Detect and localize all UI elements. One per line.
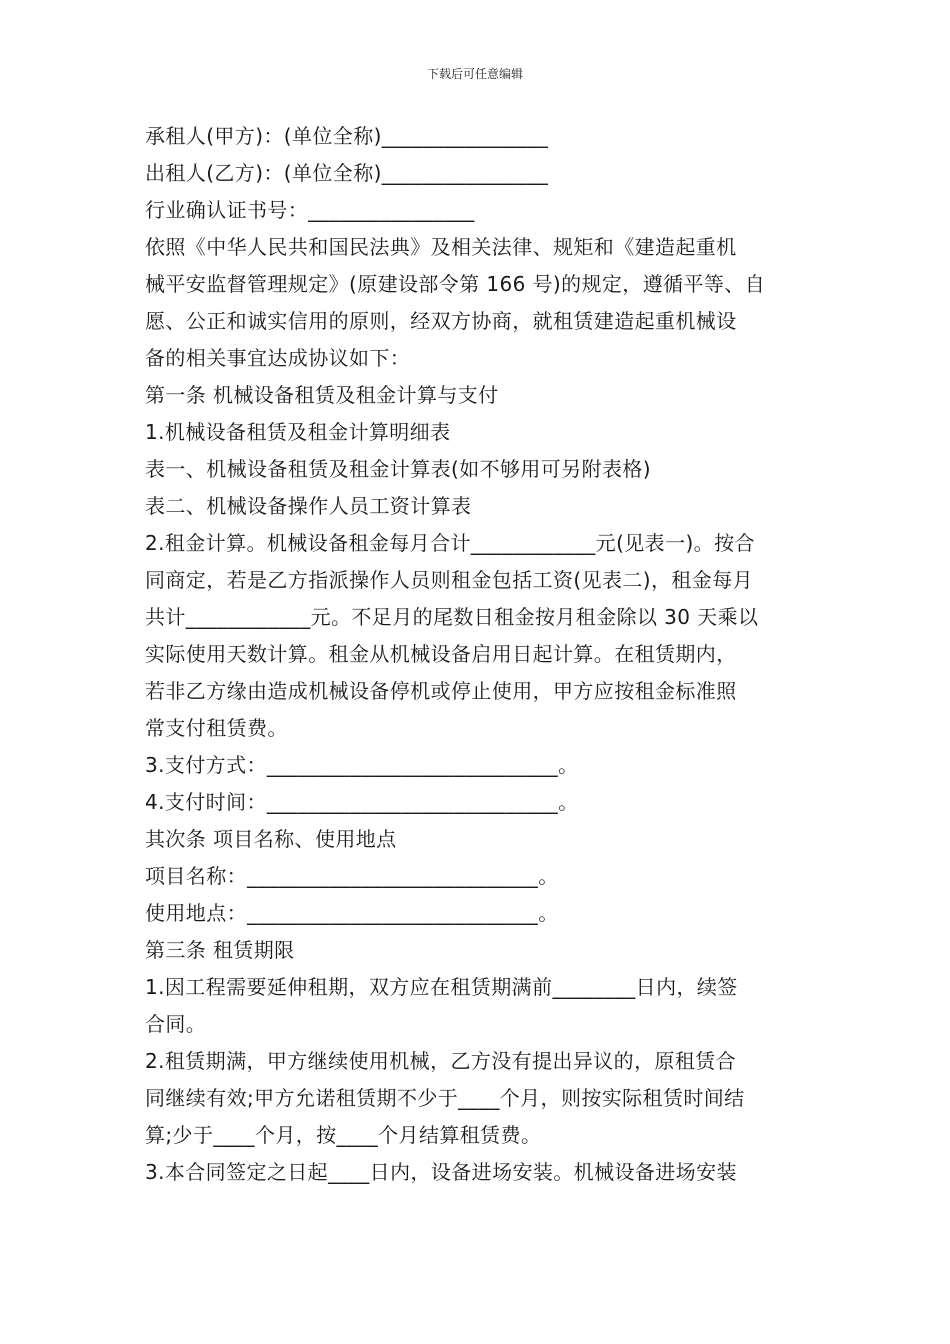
section-heading: 第一条 机械设备租赁及租金计算与支付 [145,383,499,407]
text-line: 械平安监督管理规定》(原建设部令第 166 号)的规定，遵循平等、自 [145,272,766,296]
text-line: 2.租赁期满，甲方继续使用机械，乙方没有提出异议的，原租赁合 [145,1049,737,1073]
section-heading: 第三条 租赁期限 [145,938,295,962]
document-body [145,118,810,1191]
text-line: 愿、公正和诚实信用的原则，经双方协商，就租赁建造起重机械设 [145,309,737,333]
text-line: 3.支付方式：____________________________。 [145,753,579,777]
text-line: 承租人(甲方)：(单位全称)________________ [145,124,549,148]
text-line: 表一、机械设备租赁及租金计算表(如不够用可另附表格) [145,457,652,481]
text-line: 合同。 [145,1012,207,1036]
text-line: 若非乙方缘由造成机械设备停机或停止使用，甲方应按租金标准照 [145,679,737,703]
text-line: 表二、机械设备操作人员工资计算表 [145,494,472,518]
page-header: 下载后可任意编辑 [426,67,523,81]
text-line: 4.支付时间：____________________________。 [145,790,579,814]
text-line: 项目名称：____________________________。 [145,864,559,888]
section-heading: 其次条 项目名称、使用地点 [145,827,397,851]
text-line: 算;少于____个月，按____个月结算租赁费。 [145,1123,542,1147]
text-line: 共计____________元。不足月的尾数日租金按月租金除以 30 天乘以 [145,605,759,629]
text-line: 依照《中华人民共和国民法典》及相关法律、规矩和《建造起重机 [145,235,737,259]
text-line: 使用地点：____________________________。 [145,901,559,925]
text-line: 同继续有效;甲方允诺租赁期不少于____个月，则按实际租赁时间结 [145,1086,745,1110]
text-line: 同商定，若是乙方指派操作人员则租金包括工资(见表二)，租金每月 [145,568,754,592]
text-line: 常支付租赁费。 [145,716,288,740]
text-line: 2.租金计算。机械设备租金每月合计____________元(见表一)。按合 [145,531,755,555]
text-line: 行业确认证书号：________________ [145,198,475,222]
text-line: 1.因工程需要延伸租期，双方应在租赁期满前________日内，续签 [145,975,738,999]
text-line: 备的相关事宜达成协议如下： [145,346,411,370]
text-line: 实际使用天数计算。租金从机械设备启用日起计算。在租赁期内， [145,642,737,666]
text-line: 1.机械设备租赁及租金计算明细表 [145,420,451,444]
text-line: 3.本合同签定之日起____日内，设备进场安装。机械设备进场安装 [145,1160,737,1184]
text-line: 出租人(乙方)：(单位全称)________________ [145,161,549,185]
